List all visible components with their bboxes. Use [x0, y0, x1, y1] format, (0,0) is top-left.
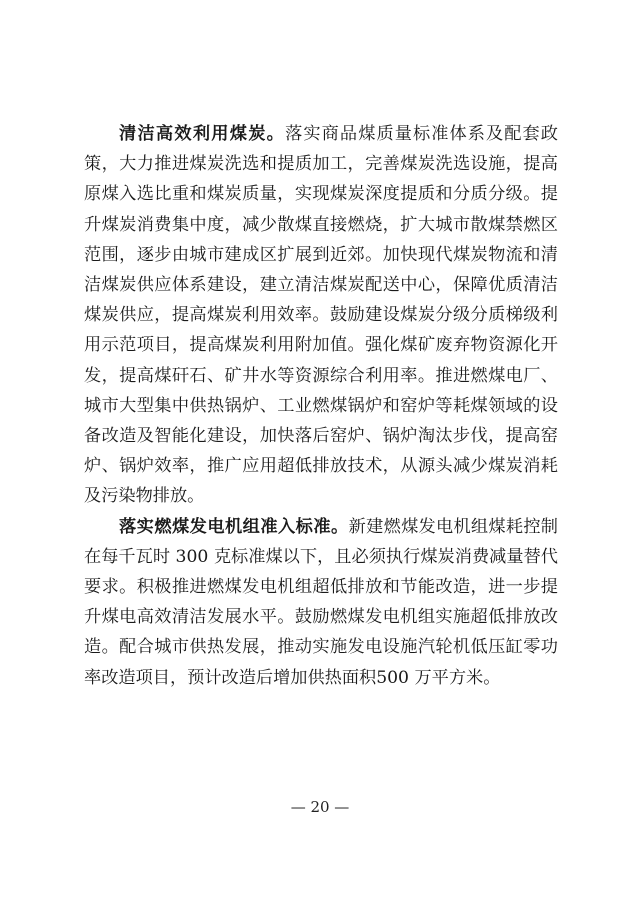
- body-text: [84, 119, 558, 693]
- paragraph-body: 落实商品煤质量标准体系及配套政策，大力推进煤炭洗选和提质加工，完善煤炭洗选设施，提高原煤入选比重和煤炭质量，实现煤炭深度提质和分质分级。提升煤炭消费集中度，减少散煤直接燃烧，扩大城市散煤禁燃区范围，逐步由城市建成区扩展到近郊。加快现代煤炭物流和清洁煤炭供应体系建设，建立清洁煤炭配送中心，保障优质清洁煤炭供应，提高煤炭利用效率。鼓励建设煤炭分级分质梯级利用示范项目，提高煤炭利用附加值。强化煤矿废弃物资源化开发，提高煤矸石、矿井水等资源综合利用率。推进燃煤电厂、城市大型集中供热锅炉、工业燃煤锅炉和窑炉等耗煤领域的设备改造及智能化建设，加快落后窑炉、锅炉淘汰步伐，提高窑炉、锅炉效率，推广应用超低排放技术，从源头减少煤炭消耗及污染物排放。: [84, 124, 558, 507]
- paragraph-heading: 清洁高效利用煤炭。: [119, 124, 286, 144]
- page-number: — 20 —: [290, 798, 350, 816]
- paragraph-clean-coal: [84, 119, 558, 512]
- paragraph-body: 新建燃煤发电机组煤耗控制在每千瓦时 300 克标准煤以下，且必须执行煤炭消费减量替代要求。积极推进燃煤发电机组超低排放和节能改造，进一步提升煤电高效清洁发展水平。鼓励燃煤发电机组实施超低排放改造。配合城市供热发展，推动实施发电设施汽轮机低压缸零功率改造项目，预计改造后增加供热面积500 万平方米。: [84, 516, 558, 688]
- paragraph-coal-power-standard: [84, 512, 558, 693]
- paragraph-heading: 落实燃煤发电机组准入标准。: [119, 516, 349, 537]
